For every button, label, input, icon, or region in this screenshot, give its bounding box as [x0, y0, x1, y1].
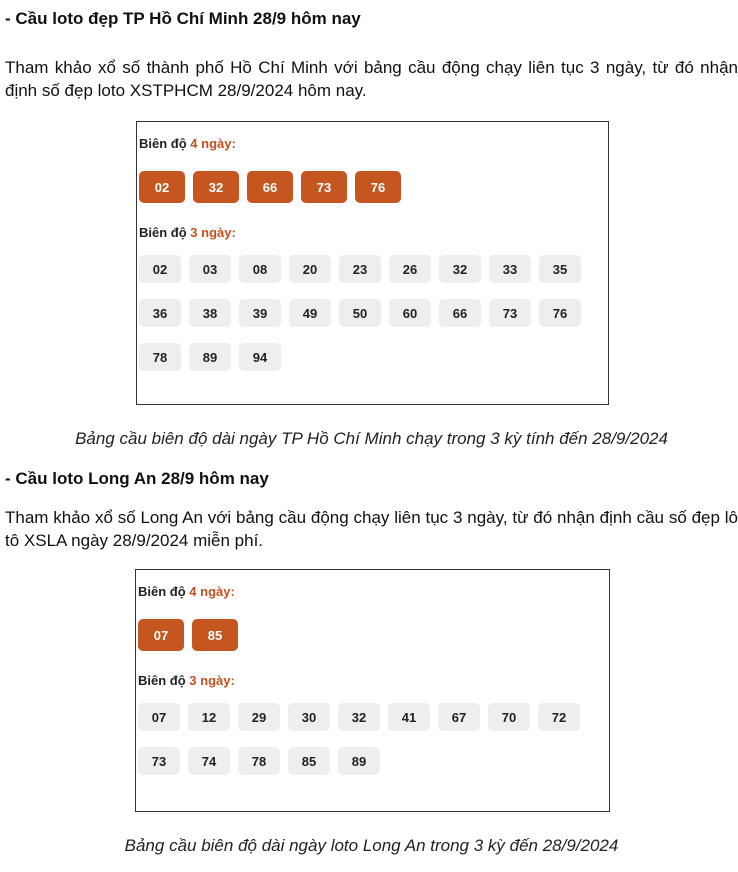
table-caption: Bảng cầu biên độ dài ngày loto Long An trong 3 kỳ đến 28/9/2024 — [124, 836, 619, 855]
numbers-4-days-row — [138, 619, 609, 651]
numbers-3-days-row — [139, 255, 608, 283]
number-chip[interactable]: 85 — [288, 747, 330, 775]
range-3-days-label — [138, 673, 609, 689]
number-chip[interactable]: 29 — [238, 703, 280, 731]
number-chip[interactable]: 74 — [188, 747, 230, 775]
section-long-an — [5, 468, 738, 857]
range-label-prefix: Biên độ — [139, 225, 187, 240]
number-chip[interactable]: 12 — [188, 703, 230, 731]
number-chip[interactable]: 38 — [189, 299, 231, 327]
number-chip[interactable]: 23 — [339, 255, 381, 283]
number-chip[interactable]: 85 — [192, 619, 238, 651]
number-chip[interactable]: 89 — [338, 747, 380, 775]
range-label-days: 3 ngày: — [189, 673, 235, 688]
number-chip[interactable]: 73 — [489, 299, 531, 327]
number-chip[interactable]: 36 — [139, 299, 181, 327]
range-4-days-label — [138, 584, 609, 600]
number-chip[interactable]: 41 — [388, 703, 430, 731]
number-chip[interactable]: 66 — [439, 299, 481, 327]
number-chip[interactable]: 32 — [193, 171, 239, 203]
number-chip[interactable]: 07 — [138, 619, 184, 651]
numbers-3-days-row — [138, 747, 609, 775]
number-chip[interactable]: 70 — [488, 703, 530, 731]
number-chip[interactable]: 30 — [288, 703, 330, 731]
section-hcm — [5, 8, 738, 450]
number-chip[interactable]: 94 — [239, 343, 281, 371]
range-label-days: 3 ngày: — [190, 225, 236, 240]
number-chip[interactable]: 66 — [247, 171, 293, 203]
number-chip[interactable]: 32 — [338, 703, 380, 731]
range-3-days-label — [139, 225, 608, 241]
number-chip[interactable]: 67 — [438, 703, 480, 731]
range-label-prefix: Biên độ — [138, 673, 186, 688]
table-caption: Bảng cầu biên độ dài ngày TP Hồ Chí Minh chạy trong 3 kỳ tính đến 28/9/2024 — [75, 429, 668, 448]
number-chip[interactable]: 03 — [189, 255, 231, 283]
numbers-3-days-row — [138, 703, 609, 731]
number-chip[interactable]: 33 — [489, 255, 531, 283]
number-chip[interactable]: 20 — [289, 255, 331, 283]
number-chip[interactable]: 78 — [238, 747, 280, 775]
number-chip[interactable]: 76 — [355, 171, 401, 203]
number-chip[interactable]: 35 — [539, 255, 581, 283]
section-title: - Cầu loto Long An 28/9 hôm nay — [5, 469, 269, 488]
article-body — [0, 8, 738, 857]
range-label-days: 4 ngày: — [189, 584, 235, 599]
number-chip[interactable]: 60 — [389, 299, 431, 327]
range-label-prefix: Biên độ — [138, 584, 186, 599]
number-chip[interactable]: 26 — [389, 255, 431, 283]
number-chip[interactable]: 73 — [301, 171, 347, 203]
cau-table-long-an — [135, 569, 610, 812]
section-description: Tham khảo xổ số thành phố Hồ Chí Minh với bảng cầu động chạy liên tục 3 ngày, từ đó nhận định số đẹp loto XSTPHCM 28/9/2024 hôm nay. — [5, 58, 738, 100]
number-chip[interactable]: 50 — [339, 299, 381, 327]
numbers-4-days-row — [139, 171, 608, 203]
number-chip[interactable]: 08 — [239, 255, 281, 283]
cau-table-hcm — [136, 121, 609, 405]
range-label-days: 4 ngày: — [190, 136, 236, 151]
number-chip[interactable]: 39 — [239, 299, 281, 327]
number-chip[interactable]: 72 — [538, 703, 580, 731]
number-chip[interactable]: 49 — [289, 299, 331, 327]
number-chip[interactable]: 02 — [139, 171, 185, 203]
number-chip[interactable]: 73 — [138, 747, 180, 775]
number-chip[interactable]: 89 — [189, 343, 231, 371]
section-description: Tham khảo xổ số Long An với bảng cầu động chạy liên tục 3 ngày, từ đó nhận định cầu số đẹp lô tô XSLA ngày 28/9/2024 miễn phí. — [5, 508, 738, 550]
section-title: - Cầu loto đẹp TP Hồ Chí Minh 28/9 hôm nay — [5, 9, 361, 28]
number-chip[interactable]: 32 — [439, 255, 481, 283]
number-chip[interactable]: 02 — [139, 255, 181, 283]
number-chip[interactable]: 76 — [539, 299, 581, 327]
numbers-3-days-row — [139, 343, 608, 371]
range-label-prefix: Biên độ — [139, 136, 187, 151]
number-chip[interactable]: 07 — [138, 703, 180, 731]
number-chip[interactable]: 78 — [139, 343, 181, 371]
range-4-days-label — [139, 136, 608, 152]
numbers-3-days-row — [139, 299, 608, 327]
